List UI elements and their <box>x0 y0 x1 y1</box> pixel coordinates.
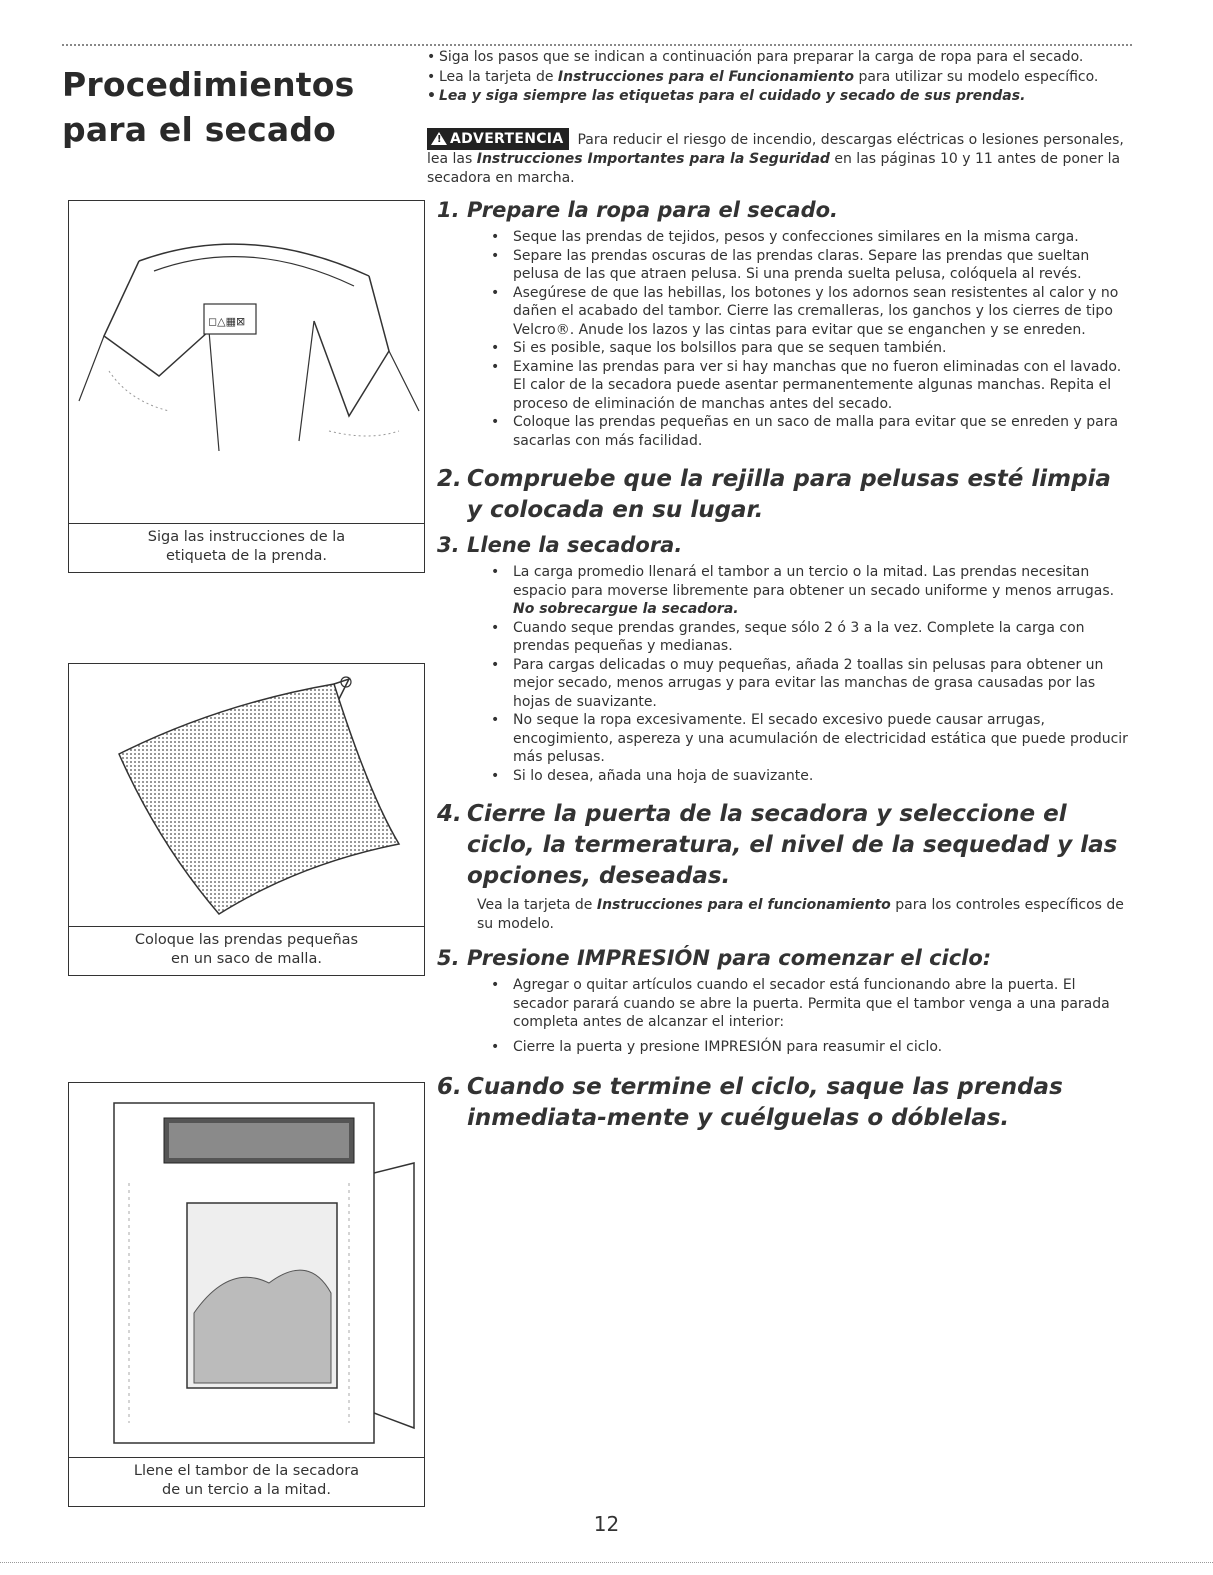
figure-shirt-label <box>68 200 425 573</box>
step-list <box>427 976 1132 1056</box>
list-item: • Si lo desea, añada una hoja de suavizante. <box>491 767 1132 786</box>
list-item: • Cierre la puerta y presione IMPRESIÓN para reasumir el ciclo. <box>491 1038 1132 1057</box>
figure-dryer-drum <box>68 1082 425 1507</box>
list-item: • Cuando seque prendas grandes, seque sólo 2 ó 3 a la vez. Complete la carga con prendas pequeñas y medianas. <box>491 619 1132 656</box>
list-item: • Seque las prendas de tejidos, pesos y confecciones similares en la misma carga. <box>491 228 1132 247</box>
step-1 <box>427 197 1132 450</box>
step-heading: 4. Cierre la puerta de la secadora y seleccione el ciclo, la termeratura, el nivel de la sequedad y las opciones, deseadas. <box>437 801 1118 889</box>
bottom-dotted-rule <box>0 1562 1213 1563</box>
figure-caption: Coloque las prendas pequeñas en un saco de malla. <box>134 932 359 967</box>
list-item: • Siga los pasos que se indican a continuación para preparar la carga de ropa para el secado. <box>427 48 1132 67</box>
shirt-collar-illustration <box>69 201 424 524</box>
list-item: • Para cargas delicadas o muy pequeñas, añada 2 toallas sin pelusas para obtener un mejor secado, menos arrugas y para evitar las manchas de grasa causadas por las hojas de suavizante. <box>491 656 1132 712</box>
figure-caption: Llene el tambor de la secadora de un tercio a la mitad. <box>133 1463 360 1498</box>
figure-caption: Siga las instrucciones de la etiqueta de la prenda. <box>147 529 346 564</box>
top-dotted-rule <box>62 44 1132 46</box>
step-heading: 2. Compruebe que la rejilla para pelusas esté limpia y colocada en su lugar. <box>437 466 1111 523</box>
list-item: • Separe las prendas oscuras de las prendas claras. Separe las prendas que sueltan pelusa de las que atraen pelusa. Si una prenda suelta pelusa, colóquela al revés. <box>491 247 1132 284</box>
list-item: • Si es posible, saque los bolsillos para que se sequen también. <box>491 339 1132 358</box>
warning-badge: ! ADVERTENCIA <box>427 128 569 151</box>
warning-block: ! ADVERTENCIA Para reducir el riesgo de incendio, descargas eléctricas o lesiones personales, lea las Instrucciones Importantes para la Seguridad en las páginas 10 y 11 antes de poner la secadora en marcha. <box>427 128 1132 188</box>
instructions-column <box>427 48 1132 1138</box>
step-heading: 1. Prepare la ropa para el secado. <box>437 198 839 222</box>
list-item: • Agregar o quitar artículos cuando el secador está funcionando abre la puerta. El secador parará cuando se abre la puerta. Permita que el tambor venga a una parada completa antes de alcanzar el interior: <box>491 976 1132 1032</box>
step-2 <box>427 464 1132 526</box>
list-item: • Examine las prendas para ver si hay manchas que no fueron eliminadas con el lavado. El calor de la secadora puede asentar permanentemente algunas manchas. Repita el proceso de eliminación de manchas antes del secado. <box>491 358 1132 414</box>
step-6 <box>427 1072 1132 1134</box>
page-number: 12 <box>593 1512 620 1536</box>
step-4 <box>427 799 1132 933</box>
step-list <box>427 228 1132 450</box>
step-5 <box>427 945 1132 1056</box>
list-item: • Asegúrese de que las hebillas, los botones y los adornos sean resistentes al calor y no dañen el acabado del tambor. Cierre las cremalleras, los ganchos y los cierres de tipo Velcro®. Anude los lazos y las cintas para evitar que se enganchen y se enreden. <box>491 284 1132 340</box>
mesh-bag-illustration <box>69 664 424 927</box>
list-item: • La carga promedio llenará el tambor a un tercio o la mitad. Las prendas necesitan espacio para moverse libremente para obtener un secado uniforme y menos arrugas. No sobrecargue la secadora. <box>491 563 1132 619</box>
step-heading: 5. Presione IMPRESIÓN para comenzar el ciclo: <box>437 946 992 970</box>
warning-triangle-icon: ! <box>431 132 447 145</box>
list-item: • Coloque las prendas pequeñas en un saco de malla para evitar que se enreden y para sacarlas con más facilidad. <box>491 413 1132 450</box>
list-item: • Lea y siga siempre las etiquetas para el cuidado y secado de sus prendas. <box>427 87 1132 106</box>
svg-text:◻△▦⊠: ◻△▦⊠ <box>208 315 246 328</box>
figure-mesh-bag <box>68 663 425 976</box>
step-list <box>427 563 1132 785</box>
step-heading: 3. Llene la secadora. <box>437 533 683 557</box>
page-title: Procedimientos para el secado <box>62 65 355 149</box>
list-item: • Lea la tarjeta de Instrucciones para el Funcionamiento para utilizar su modelo específico. <box>427 68 1132 87</box>
step-heading: 6. Cuando se termine el ciclo, saque las prendas inmediata-mente y cuélguelas o dóblelas. <box>437 1074 1063 1131</box>
intro-list <box>427 48 1132 106</box>
list-item: • No seque la ropa excesivamente. El secado excesivo puede causar arrugas, encogimiento, aspereza y una acumulación de electricidad estática que puede producir más pelusas. <box>491 711 1132 767</box>
step-paragraph: Vea la tarjeta de Instrucciones para el funcionamiento para los controles específicos de su modelo. <box>477 897 1124 932</box>
step-3 <box>427 532 1132 785</box>
dryer-illustration <box>69 1083 424 1458</box>
